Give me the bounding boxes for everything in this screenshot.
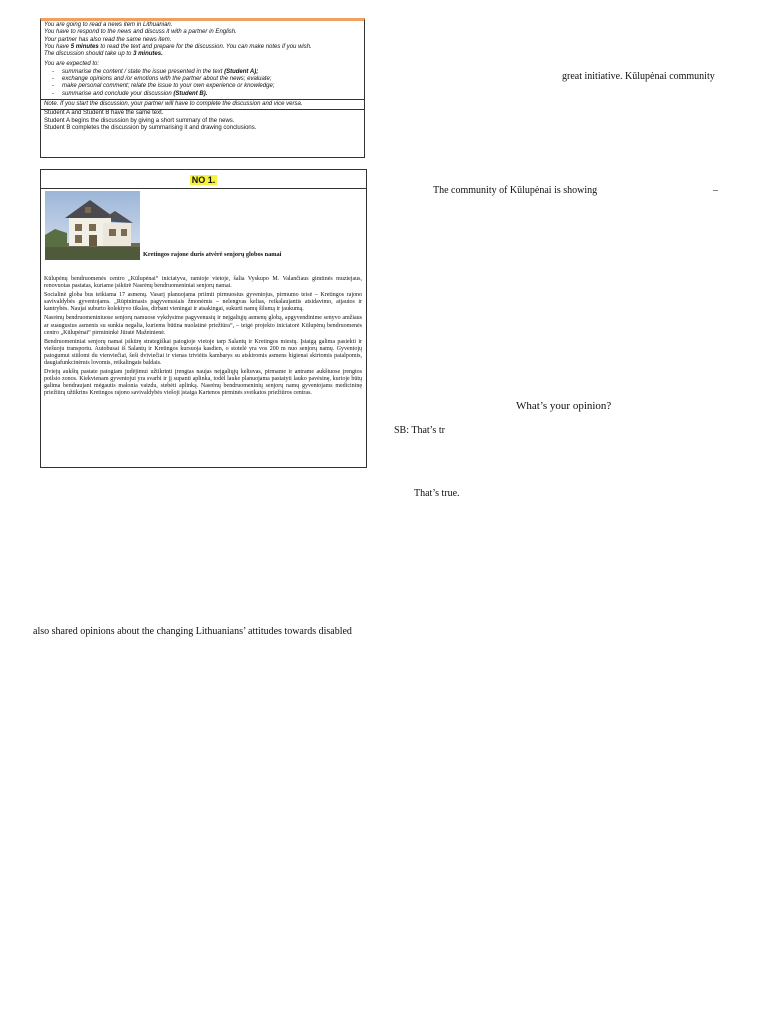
text-fragment-opinion: What’s your opinion? bbox=[516, 400, 612, 412]
expectation-item: - make personal comment; relate the issue to your own experience or knowledge; bbox=[62, 83, 361, 90]
expectation-item: - summarise the content / state the issue presented in the text (Student A); bbox=[62, 69, 361, 76]
house-photo bbox=[45, 191, 140, 260]
text-fragment-dash: – bbox=[713, 185, 718, 196]
expected-label: You are expected to: bbox=[44, 61, 100, 68]
news-paragraph: Nasrėnų bendruomeniniuose senjorų namuose vykdysime pagyvenusių ir neįgaliųjų asmenų globą, apgyvendinime senyvo amžiaus ar suaugusius asmenis su sunkia negalia, kuriems būtina nuolatinė priežiūra“, – teigė projekto iniciatorė Kūlupėnų bendruomenės centro „Kūlupėnai“ pirmininkė Jūratė Mažeinienė. bbox=[44, 315, 362, 336]
expectations-list bbox=[44, 69, 361, 98]
roles-block bbox=[41, 110, 364, 132]
intro-line: You are going to read a news item in Lithuanian. bbox=[44, 22, 173, 28]
news-paragraph: Dviejų aukštų pastate patogiam judėjimui užtikrinti įrengtas naujas neįgaliųjų keltuvas, pirmame ir antrame aukštuose įrengtos poilsio zonos. Kiekvienam gyventojui yra svarbi ir jį supanti aplinka, todėl lauke planuojama pastatyti lauko pavėsinę, kurioje būtų galima bendraujant mėgautis malonia vaizdu, stebėti aplinką. Nasrėnų bendruomeninių senjorų namų gyventojams medicininę priežiūrą užtikrins Kretingos rajono savivaldybės viešoji įstaiga Kartenos pirminės sveikatos priežiūros centras. bbox=[44, 369, 362, 397]
news-body bbox=[44, 276, 362, 400]
news-number-label: NO 1. bbox=[191, 175, 216, 185]
role-line: Student B completes the discussion by summarising it and drawing conclusions. bbox=[44, 124, 257, 131]
news-number-header bbox=[41, 170, 366, 189]
role-line: Student A begins the discussion by giving a short summary of the news. bbox=[44, 117, 235, 124]
news-item-box bbox=[40, 169, 367, 468]
expectation-item: - summarise and conclude your discussion (Student B). bbox=[62, 91, 361, 98]
instructions-box bbox=[40, 18, 365, 158]
news-paragraph: Socialinė globa bus teikiama 17 asmenų. Vasarį planuojama priimti pirmuosius gyventojus, pirmumo teisė – Kretingos rajono savivaldybės gyventojams. „Rūpinimasis pagyvenusiais žmonėmis – nelengvas kelias, reikalaujantis atsidavimo, atjautos ir kantrybės. Naujai suburto kolektyvo tikslas, dirbant vieningai ir atsakingai, sukurti namų šilumą ir jaukumą. bbox=[44, 292, 362, 313]
news-headline: Kretingos rajone duris atvėrė senjorų globos namai bbox=[143, 251, 282, 258]
intro-line: Your partner has also read the same news item. bbox=[44, 36, 172, 43]
text-fragment-true: That’s true. bbox=[414, 488, 460, 499]
expectation-item: - exchange opinions and /or emotions with the partner about the news; evaluate; bbox=[62, 76, 361, 83]
role-line: Student A and Student B have the same text. bbox=[44, 110, 164, 117]
intro-line: You have to respond to the news and discuss it with a partner in English. bbox=[44, 29, 237, 36]
instructions-intro bbox=[41, 21, 364, 98]
time-line: You have 5 minutes to read the text and prepare for the discussion. You can make notes if you wish. bbox=[44, 43, 312, 50]
text-fragment-attitudes: also shared opinions about the changing Lithuanians’ attitudes towards disabled bbox=[33, 626, 352, 637]
instructions-note: Note. If you start the discussion, your partner will have to complete the discussion and vice versa. bbox=[41, 99, 364, 110]
news-paragraph: Bendruomeniniai senjorų namai įsikūrę strategiškai patogioje vietoje tarp Salantų ir Kretingos miestų. Įstaigą galima pasiekti ir viešuoju transportu. Autobusai iš Salantų ir Kretingos kursuoja kasdien, o stotelė yra vos 200 m nuo senjorų namų. Gyventojų patogumui siūlomi du vienviečiai, šeši dviviečiai ir vienas triviėtis kambarys su atskiromis asmens higienai skirtomis patalpomis, daugiafunkcinėmis lovomis, reikalingais baldais. bbox=[44, 338, 362, 367]
duration-line: The discussion should take up to 3 minutes. bbox=[44, 51, 163, 58]
text-fragment-sb: SB: That’s tr bbox=[394, 425, 445, 436]
text-fragment-community: The community of Kūlupėnai is showing bbox=[433, 185, 598, 196]
news-paragraph: Kūlupėnų bendruomenės centro „Kūlupėnai“ iniciatyva, ramioje vietoje, šalia Vyskupo M. Valančiaus gimtinės muziejaus, renovuotas pastatas, kuriame įsikūrė Nasrėnų bendruomeniniai senjorų namai. bbox=[44, 276, 362, 290]
text-fragment-initiative: great initiative. Kūlupėnai community bbox=[562, 71, 715, 82]
